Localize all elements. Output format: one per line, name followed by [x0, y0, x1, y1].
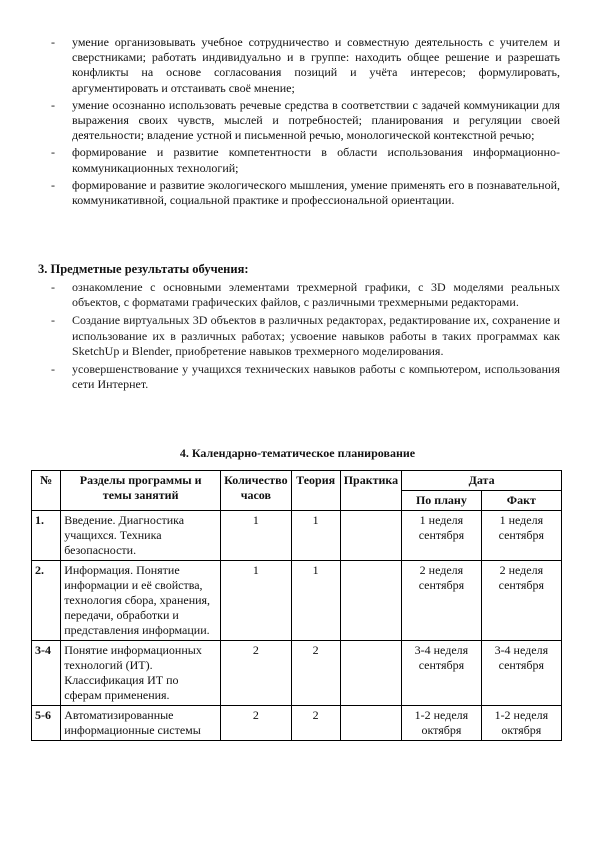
- cell-theory: 1: [291, 561, 340, 641]
- cell-fact: 2 неделя сентября: [481, 561, 561, 641]
- table-row: [32, 511, 562, 561]
- table-row: [32, 706, 562, 741]
- cell-num: 1.: [32, 511, 61, 561]
- list-item-text: формирование и развитие экологического мышления, умение применять его в познавательной, коммуникативной, социальной практике и профессиональной ориентации.: [72, 177, 560, 208]
- cell-topic: Понятие информационных технологий (ИТ). Классификация ИТ по сферам применения.: [61, 641, 221, 706]
- cell-practice: [340, 561, 401, 641]
- list-item-text: ознакомление с основными элементами трехмерной графики, с 3D моделями реальных объектов, с форматами графических файлов, с различными трехмерными редакторами.: [72, 280, 560, 310]
- cell-practice: [340, 641, 401, 706]
- col-header-section: Разделы программы и темы занятий: [61, 471, 221, 511]
- cell-hours: 2: [221, 641, 291, 706]
- cell-topic: Автоматизированные информационные системы: [61, 706, 221, 741]
- list-item: [38, 145, 560, 175]
- section-heading-subject-results: 3. Предметные результаты обучения:: [38, 262, 249, 276]
- list-item-text: Создание виртуальных 3D объектов в различных редакторах, редактирование их, сохранение и использование их в различных работах; усвоение навыков работы в таких программах как SketchUp и Blender, приобретение навыков трехмерного моделирования.: [72, 313, 560, 358]
- dash-marker: -: [51, 177, 55, 192]
- list-item: [38, 35, 560, 96]
- cell-theory: 2: [291, 706, 340, 741]
- dash-marker: -: [51, 280, 55, 294]
- cell-plan: 1 неделя сентября: [402, 511, 482, 561]
- cell-topic: Информация. Понятие информации и её свойства, технология сбора, хранения, передачи, обработки и представления информации.: [61, 561, 221, 641]
- col-header-theory: Теория: [291, 471, 340, 511]
- table-row: [32, 561, 562, 641]
- col-header-hours: Количество часов: [221, 471, 291, 511]
- cell-fact: 1-2 неделя октября: [481, 706, 561, 741]
- list-item: [38, 280, 560, 310]
- list-item: [38, 313, 560, 359]
- cell-plan: 1-2 неделя октября: [402, 706, 482, 741]
- bullet-list-subject: [38, 280, 560, 395]
- dash-marker: -: [51, 145, 55, 160]
- cell-hours: 1: [221, 511, 291, 561]
- cell-theory: 1: [291, 511, 340, 561]
- dash-marker: -: [51, 97, 55, 112]
- list-item-text: умение организовывать учебное сотрудничество и совместную деятельность с учителем и сверстниками; работать индивидуально и в группе: находить общее решение и разрешать конфликты на основе согласования позиций и учёта интересов; формулировать, аргументировать и отстаивать своё мнение;: [72, 35, 560, 95]
- col-header-num: №: [32, 471, 61, 511]
- col-header-practice: Практика: [340, 471, 401, 511]
- col-header-fact: Факт: [481, 491, 561, 511]
- list-item: [38, 178, 560, 208]
- cell-plan: 3-4 неделя сентября: [402, 641, 482, 706]
- dash-marker: -: [51, 362, 55, 377]
- list-item-text: формирование и развитие компетентности в области использования информационно-коммуникационных технологий;: [72, 145, 560, 175]
- cell-fact: 3-4 неделя сентября: [481, 641, 561, 706]
- calendar-plan-table: [31, 470, 562, 741]
- cell-plan: 2 неделя сентября: [402, 561, 482, 641]
- cell-hours: 2: [221, 706, 291, 741]
- list-item-text: усовершенствование у учащихся технических навыков работы с компьютером, использования сети Интернет.: [72, 362, 560, 392]
- cell-hours: 1: [221, 561, 291, 641]
- table-row: [32, 641, 562, 706]
- cell-num: 3-4: [32, 641, 61, 706]
- cell-practice: [340, 511, 401, 561]
- col-header-date: Дата: [402, 471, 562, 491]
- cell-practice: [340, 706, 401, 741]
- bullet-list-metasubject: [38, 35, 560, 210]
- cell-num: 2.: [32, 561, 61, 641]
- section-heading-calendar-plan: 4. Календарно-тематическое планирование: [179, 446, 416, 460]
- cell-num: 5-6: [32, 706, 61, 741]
- dash-marker: -: [51, 35, 55, 49]
- cell-topic: Введение. Диагностика учащихся. Техника безопасности.: [61, 511, 221, 561]
- dash-marker: -: [51, 313, 55, 328]
- cell-theory: 2: [291, 641, 340, 706]
- col-header-plan: По плану: [402, 491, 482, 511]
- list-item: [38, 362, 560, 392]
- cell-fact: 1 неделя сентября: [481, 511, 561, 561]
- list-item-text: умение осознанно использовать речевые средства в соответствии с задачей коммуникации для выражения своих чувств, мыслей и потребностей; планирования и регуляции своей деятельности; владение устной и письменной речью, монологической контекстной речью;: [72, 97, 560, 143]
- list-item: [38, 98, 560, 144]
